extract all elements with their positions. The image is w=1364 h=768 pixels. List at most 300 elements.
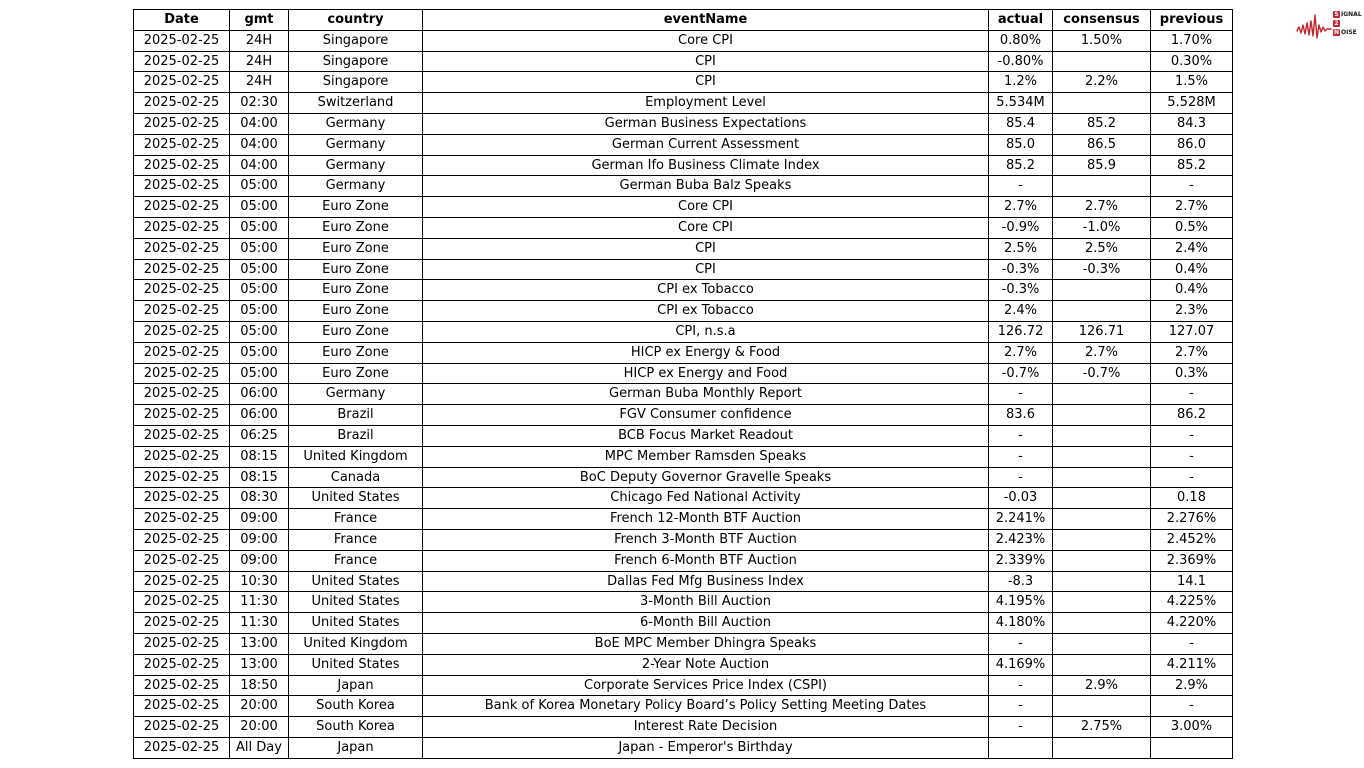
table-row xyxy=(134,488,1233,509)
cell-previous: - xyxy=(1151,446,1233,467)
cell-eventname: CPI xyxy=(423,259,989,280)
cell-actual: -0.3% xyxy=(989,259,1053,280)
cell-previous: 0.30% xyxy=(1151,51,1233,72)
cell-date: 2025-02-25 xyxy=(134,550,230,571)
cell-country: Brazil xyxy=(289,425,423,446)
cell-gmt: 05:00 xyxy=(230,197,289,218)
cell-country: Germany xyxy=(289,155,423,176)
cell-actual: -0.03 xyxy=(989,488,1053,509)
cell-previous: - xyxy=(1151,696,1233,717)
table-row xyxy=(134,51,1233,72)
table-row xyxy=(134,613,1233,634)
table-row xyxy=(134,363,1233,384)
cell-country: Singapore xyxy=(289,51,423,72)
cell-date: 2025-02-25 xyxy=(134,321,230,342)
column-header-previous: previous xyxy=(1151,10,1233,31)
cell-consensus xyxy=(1053,592,1151,613)
cell-actual: 85.2 xyxy=(989,155,1053,176)
cell-actual: - xyxy=(989,467,1053,488)
table-row xyxy=(134,321,1233,342)
table-row xyxy=(134,72,1233,93)
cell-previous: 0.4% xyxy=(1151,280,1233,301)
cell-actual: - xyxy=(989,384,1053,405)
cell-previous: 0.3% xyxy=(1151,363,1233,384)
cell-country: France xyxy=(289,550,423,571)
economic-calendar xyxy=(133,9,1233,759)
cell-consensus xyxy=(1053,467,1151,488)
cell-eventname: German Buba Balz Speaks xyxy=(423,176,989,197)
cell-gmt: 04:00 xyxy=(230,155,289,176)
cell-eventname: Dallas Fed Mfg Business Index xyxy=(423,571,989,592)
cell-country: Singapore xyxy=(289,30,423,51)
cell-actual: 2.7% xyxy=(989,197,1053,218)
table-row xyxy=(134,654,1233,675)
cell-eventname: French 6-Month BTF Auction xyxy=(423,550,989,571)
table-row xyxy=(134,467,1233,488)
cell-previous: 2.276% xyxy=(1151,509,1233,530)
cell-country: Switzerland xyxy=(289,93,423,114)
table-row xyxy=(134,238,1233,259)
cell-date: 2025-02-25 xyxy=(134,217,230,238)
cell-date: 2025-02-25 xyxy=(134,51,230,72)
table-row xyxy=(134,550,1233,571)
cell-date: 2025-02-25 xyxy=(134,529,230,550)
table-row xyxy=(134,217,1233,238)
cell-consensus xyxy=(1053,613,1151,634)
cell-gmt: 24H xyxy=(230,72,289,93)
cell-date: 2025-02-25 xyxy=(134,176,230,197)
cell-previous: - xyxy=(1151,467,1233,488)
cell-previous: 14.1 xyxy=(1151,571,1233,592)
cell-previous: 1.5% xyxy=(1151,72,1233,93)
cell-consensus xyxy=(1053,509,1151,530)
cell-date: 2025-02-25 xyxy=(134,301,230,322)
cell-gmt: 24H xyxy=(230,51,289,72)
cell-previous: 4.225% xyxy=(1151,592,1233,613)
cell-previous: 2.4% xyxy=(1151,238,1233,259)
cell-country: Brazil xyxy=(289,405,423,426)
cell-consensus xyxy=(1053,301,1151,322)
cell-actual: - xyxy=(989,696,1053,717)
cell-consensus xyxy=(1053,93,1151,114)
cell-gmt: 05:00 xyxy=(230,238,289,259)
cell-date: 2025-02-25 xyxy=(134,280,230,301)
table-row xyxy=(134,134,1233,155)
table-row xyxy=(134,571,1233,592)
column-header-country: country xyxy=(289,10,423,31)
table-row xyxy=(134,529,1233,550)
cell-date: 2025-02-25 xyxy=(134,571,230,592)
cell-previous: 4.211% xyxy=(1151,654,1233,675)
cell-consensus: 86.5 xyxy=(1053,134,1151,155)
cell-consensus xyxy=(1053,633,1151,654)
cell-eventname: Employment Level xyxy=(423,93,989,114)
cell-previous: - xyxy=(1151,425,1233,446)
cell-previous: - xyxy=(1151,633,1233,654)
cell-eventname: German Current Assessment xyxy=(423,134,989,155)
cell-gmt: 05:00 xyxy=(230,342,289,363)
table-row xyxy=(134,155,1233,176)
cell-previous: 127.07 xyxy=(1151,321,1233,342)
table-row xyxy=(134,342,1233,363)
cell-date: 2025-02-25 xyxy=(134,238,230,259)
cell-consensus xyxy=(1053,425,1151,446)
cell-actual: 0.80% xyxy=(989,30,1053,51)
cell-previous: 2.3% xyxy=(1151,301,1233,322)
table-row xyxy=(134,197,1233,218)
cell-country: Euro Zone xyxy=(289,342,423,363)
cell-actual: 2.241% xyxy=(989,509,1053,530)
cell-consensus: 126.71 xyxy=(1053,321,1151,342)
cell-gmt: 13:00 xyxy=(230,654,289,675)
cell-previous: 2.7% xyxy=(1151,197,1233,218)
cell-consensus: 2.7% xyxy=(1053,197,1151,218)
cell-eventname: Japan - Emperor's Birthday xyxy=(423,737,989,758)
cell-gmt: 08:15 xyxy=(230,467,289,488)
cell-gmt: All Day xyxy=(230,737,289,758)
cell-consensus xyxy=(1053,550,1151,571)
cell-country: United Kingdom xyxy=(289,633,423,654)
cell-eventname: German Buba Monthly Report xyxy=(423,384,989,405)
cell-actual: - xyxy=(989,717,1053,738)
cell-consensus xyxy=(1053,654,1151,675)
logo-badge-2: 2 xyxy=(1334,19,1339,27)
cell-eventname: German Business Expectations xyxy=(423,113,989,134)
cell-date: 2025-02-25 xyxy=(134,259,230,280)
cell-actual: -0.80% xyxy=(989,51,1053,72)
cell-country: Euro Zone xyxy=(289,301,423,322)
cell-gmt: 06:25 xyxy=(230,425,289,446)
cell-date: 2025-02-25 xyxy=(134,509,230,530)
table-row xyxy=(134,696,1233,717)
cell-consensus: 2.7% xyxy=(1053,342,1151,363)
cell-previous: 84.3 xyxy=(1151,113,1233,134)
cell-eventname: HICP ex Energy and Food xyxy=(423,363,989,384)
cell-country: United States xyxy=(289,592,423,613)
cell-country: Euro Zone xyxy=(289,363,423,384)
cell-eventname: Core CPI xyxy=(423,197,989,218)
cell-actual: 4.180% xyxy=(989,613,1053,634)
cell-country: Euro Zone xyxy=(289,280,423,301)
cell-gmt: 08:30 xyxy=(230,488,289,509)
table-row xyxy=(134,425,1233,446)
cell-consensus: 85.2 xyxy=(1053,113,1151,134)
cell-actual: 83.6 xyxy=(989,405,1053,426)
cell-previous: 86.2 xyxy=(1151,405,1233,426)
cell-gmt: 06:00 xyxy=(230,405,289,426)
cell-gmt: 04:00 xyxy=(230,113,289,134)
logo-badge-s: S xyxy=(1334,10,1339,18)
cell-gmt: 05:00 xyxy=(230,321,289,342)
cell-eventname: BoE MPC Member Dhingra Speaks xyxy=(423,633,989,654)
cell-previous: 2.369% xyxy=(1151,550,1233,571)
column-header-gmt: gmt xyxy=(230,10,289,31)
table-row xyxy=(134,93,1233,114)
table-row xyxy=(134,259,1233,280)
cell-eventname: FGV Consumer confidence xyxy=(423,405,989,426)
cell-consensus xyxy=(1053,737,1151,758)
cell-date: 2025-02-25 xyxy=(134,30,230,51)
cell-date: 2025-02-25 xyxy=(134,405,230,426)
table-row xyxy=(134,30,1233,51)
cell-date: 2025-02-25 xyxy=(134,155,230,176)
cell-actual: -0.9% xyxy=(989,217,1053,238)
cell-gmt: 05:00 xyxy=(230,363,289,384)
cell-eventname: German Ifo Business Climate Index xyxy=(423,155,989,176)
cell-consensus xyxy=(1053,529,1151,550)
cell-date: 2025-02-25 xyxy=(134,363,230,384)
cell-country: Germany xyxy=(289,134,423,155)
signal-2-noise-logo xyxy=(1296,4,1362,42)
logo-line-signal xyxy=(1333,10,1362,18)
cell-previous: - xyxy=(1151,384,1233,405)
cell-eventname: 3-Month Bill Auction xyxy=(423,592,989,613)
logo-text-oise: OISE xyxy=(1341,28,1357,36)
cell-actual: 2.7% xyxy=(989,342,1053,363)
cell-consensus xyxy=(1053,446,1151,467)
cell-consensus xyxy=(1053,51,1151,72)
cell-eventname: Interest Rate Decision xyxy=(423,717,989,738)
cell-gmt: 08:15 xyxy=(230,446,289,467)
cell-eventname: Corporate Services Price Index (CSPI) xyxy=(423,675,989,696)
cell-eventname: BCB Focus Market Readout xyxy=(423,425,989,446)
cell-actual: 1.2% xyxy=(989,72,1053,93)
cell-previous: 0.4% xyxy=(1151,259,1233,280)
cell-date: 2025-02-25 xyxy=(134,633,230,654)
cell-gmt: 20:00 xyxy=(230,717,289,738)
cell-eventname: CPI xyxy=(423,72,989,93)
cell-eventname: CPI ex Tobacco xyxy=(423,280,989,301)
cell-previous: 86.0 xyxy=(1151,134,1233,155)
table-row xyxy=(134,280,1233,301)
cell-date: 2025-02-25 xyxy=(134,197,230,218)
cell-country: South Korea xyxy=(289,696,423,717)
cell-gmt: 18:50 xyxy=(230,675,289,696)
cell-date: 2025-02-25 xyxy=(134,342,230,363)
cell-consensus xyxy=(1053,488,1151,509)
table-body xyxy=(134,30,1233,758)
cell-date: 2025-02-25 xyxy=(134,488,230,509)
cell-previous: 0.5% xyxy=(1151,217,1233,238)
cell-date: 2025-02-25 xyxy=(134,93,230,114)
cell-eventname: 2-Year Note Auction xyxy=(423,654,989,675)
cell-previous xyxy=(1151,737,1233,758)
cell-country: Euro Zone xyxy=(289,197,423,218)
cell-actual: 2.423% xyxy=(989,529,1053,550)
table-row xyxy=(134,633,1233,654)
cell-date: 2025-02-25 xyxy=(134,425,230,446)
cell-actual: - xyxy=(989,176,1053,197)
cell-date: 2025-02-25 xyxy=(134,717,230,738)
cell-gmt: 20:00 xyxy=(230,696,289,717)
cell-country: Euro Zone xyxy=(289,321,423,342)
cell-country: Canada xyxy=(289,467,423,488)
cell-previous: 2.9% xyxy=(1151,675,1233,696)
cell-actual: 85.0 xyxy=(989,134,1053,155)
column-header-actual: actual xyxy=(989,10,1053,31)
cell-consensus: 2.2% xyxy=(1053,72,1151,93)
cell-country: United States xyxy=(289,654,423,675)
cell-date: 2025-02-25 xyxy=(134,613,230,634)
cell-consensus xyxy=(1053,280,1151,301)
cell-previous: - xyxy=(1151,176,1233,197)
cell-eventname: CPI xyxy=(423,238,989,259)
economic-calendar-table xyxy=(133,9,1233,759)
cell-date: 2025-02-25 xyxy=(134,467,230,488)
table-row xyxy=(134,301,1233,322)
table-row xyxy=(134,405,1233,426)
cell-date: 2025-02-25 xyxy=(134,696,230,717)
cell-actual: - xyxy=(989,633,1053,654)
cell-gmt: 09:00 xyxy=(230,529,289,550)
cell-gmt: 13:00 xyxy=(230,633,289,654)
cell-consensus xyxy=(1053,696,1151,717)
cell-gmt: 11:30 xyxy=(230,613,289,634)
cell-actual: -0.3% xyxy=(989,280,1053,301)
cell-previous: 2.7% xyxy=(1151,342,1233,363)
cell-country: Euro Zone xyxy=(289,238,423,259)
cell-country: United States xyxy=(289,613,423,634)
cell-actual: -8.3 xyxy=(989,571,1053,592)
cell-country: Japan xyxy=(289,737,423,758)
cell-eventname: 6-Month Bill Auction xyxy=(423,613,989,634)
cell-actual: 4.169% xyxy=(989,654,1053,675)
cell-eventname: BoC Deputy Governor Gravelle Speaks xyxy=(423,467,989,488)
cell-eventname: Chicago Fed National Activity xyxy=(423,488,989,509)
cell-country: France xyxy=(289,509,423,530)
cell-consensus: -0.7% xyxy=(1053,363,1151,384)
cell-consensus: 2.9% xyxy=(1053,675,1151,696)
table-row xyxy=(134,176,1233,197)
cell-gmt: 09:00 xyxy=(230,509,289,530)
cell-consensus xyxy=(1053,405,1151,426)
cell-consensus xyxy=(1053,176,1151,197)
cell-previous: 1.70% xyxy=(1151,30,1233,51)
cell-date: 2025-02-25 xyxy=(134,737,230,758)
cell-date: 2025-02-25 xyxy=(134,134,230,155)
cell-gmt: 24H xyxy=(230,30,289,51)
column-header-consensus: consensus xyxy=(1053,10,1151,31)
cell-actual: 126.72 xyxy=(989,321,1053,342)
cell-country: South Korea xyxy=(289,717,423,738)
logo-line-noise xyxy=(1333,28,1362,36)
cell-consensus: 2.5% xyxy=(1053,238,1151,259)
cell-country: United States xyxy=(289,571,423,592)
cell-actual: - xyxy=(989,446,1053,467)
logo-line-2 xyxy=(1333,19,1362,27)
cell-country: Germany xyxy=(289,176,423,197)
cell-actual: - xyxy=(989,675,1053,696)
cell-eventname: CPI, n.s.a xyxy=(423,321,989,342)
cell-eventname: CPI ex Tobacco xyxy=(423,301,989,322)
cell-previous: 2.452% xyxy=(1151,529,1233,550)
table-row xyxy=(134,675,1233,696)
cell-actual: 2.4% xyxy=(989,301,1053,322)
cell-consensus: 2.75% xyxy=(1053,717,1151,738)
table-row xyxy=(134,737,1233,758)
cell-date: 2025-02-25 xyxy=(134,72,230,93)
table-row xyxy=(134,384,1233,405)
cell-actual: 2.339% xyxy=(989,550,1053,571)
cell-eventname: Bank of Korea Monetary Policy Board’s Policy Setting Meeting Dates xyxy=(423,696,989,717)
cell-date: 2025-02-25 xyxy=(134,446,230,467)
cell-eventname: Core CPI xyxy=(423,30,989,51)
cell-country: United Kingdom xyxy=(289,446,423,467)
cell-gmt: 10:30 xyxy=(230,571,289,592)
cell-consensus: 85.9 xyxy=(1053,155,1151,176)
cell-gmt: 04:00 xyxy=(230,134,289,155)
cell-previous: 3.00% xyxy=(1151,717,1233,738)
cell-previous: 5.528M xyxy=(1151,93,1233,114)
cell-date: 2025-02-25 xyxy=(134,384,230,405)
table-row xyxy=(134,509,1233,530)
table-row xyxy=(134,446,1233,467)
cell-country: Germany xyxy=(289,384,423,405)
column-header-eventname: eventName xyxy=(423,10,989,31)
cell-country: Euro Zone xyxy=(289,259,423,280)
table-row xyxy=(134,717,1233,738)
cell-gmt: 06:00 xyxy=(230,384,289,405)
cell-gmt: 05:00 xyxy=(230,217,289,238)
cell-actual: 85.4 xyxy=(989,113,1053,134)
cell-gmt: 05:00 xyxy=(230,176,289,197)
cell-country: Euro Zone xyxy=(289,217,423,238)
cell-actual: 5.534M xyxy=(989,93,1053,114)
cell-consensus xyxy=(1053,384,1151,405)
cell-consensus: -1.0% xyxy=(1053,217,1151,238)
cell-previous: 0.18 xyxy=(1151,488,1233,509)
cell-country: United States xyxy=(289,488,423,509)
cell-gmt: 02:30 xyxy=(230,93,289,114)
cell-gmt: 05:00 xyxy=(230,301,289,322)
cell-eventname: MPC Member Ramsden Speaks xyxy=(423,446,989,467)
cell-country: Germany xyxy=(289,113,423,134)
cell-date: 2025-02-25 xyxy=(134,592,230,613)
cell-eventname: Core CPI xyxy=(423,217,989,238)
cell-actual xyxy=(989,737,1053,758)
table-row xyxy=(134,113,1233,134)
cell-date: 2025-02-25 xyxy=(134,654,230,675)
cell-gmt: 09:00 xyxy=(230,550,289,571)
header-row xyxy=(134,10,1233,31)
column-header-date: Date xyxy=(134,10,230,31)
cell-gmt: 05:00 xyxy=(230,280,289,301)
cell-actual: -0.7% xyxy=(989,363,1053,384)
cell-previous: 85.2 xyxy=(1151,155,1233,176)
cell-gmt: 11:30 xyxy=(230,592,289,613)
cell-gmt: 05:00 xyxy=(230,259,289,280)
logo-wordmark xyxy=(1333,10,1362,36)
cell-consensus xyxy=(1053,571,1151,592)
cell-date: 2025-02-25 xyxy=(134,675,230,696)
cell-eventname: French 12-Month BTF Auction xyxy=(423,509,989,530)
cell-eventname: CPI xyxy=(423,51,989,72)
cell-consensus: -0.3% xyxy=(1053,259,1151,280)
cell-consensus: 1.50% xyxy=(1053,30,1151,51)
table-row xyxy=(134,592,1233,613)
cell-date: 2025-02-25 xyxy=(134,113,230,134)
cell-eventname: HICP ex Energy & Food xyxy=(423,342,989,363)
heartbeat-waveform-icon xyxy=(1296,11,1332,41)
cell-eventname: French 3-Month BTF Auction xyxy=(423,529,989,550)
cell-previous: 4.220% xyxy=(1151,613,1233,634)
logo-text-ignal: IGNAL xyxy=(1341,10,1362,18)
cell-actual: 2.5% xyxy=(989,238,1053,259)
cell-country: Singapore xyxy=(289,72,423,93)
cell-actual: 4.195% xyxy=(989,592,1053,613)
cell-actual: - xyxy=(989,425,1053,446)
logo-badge-n: N xyxy=(1333,28,1340,36)
